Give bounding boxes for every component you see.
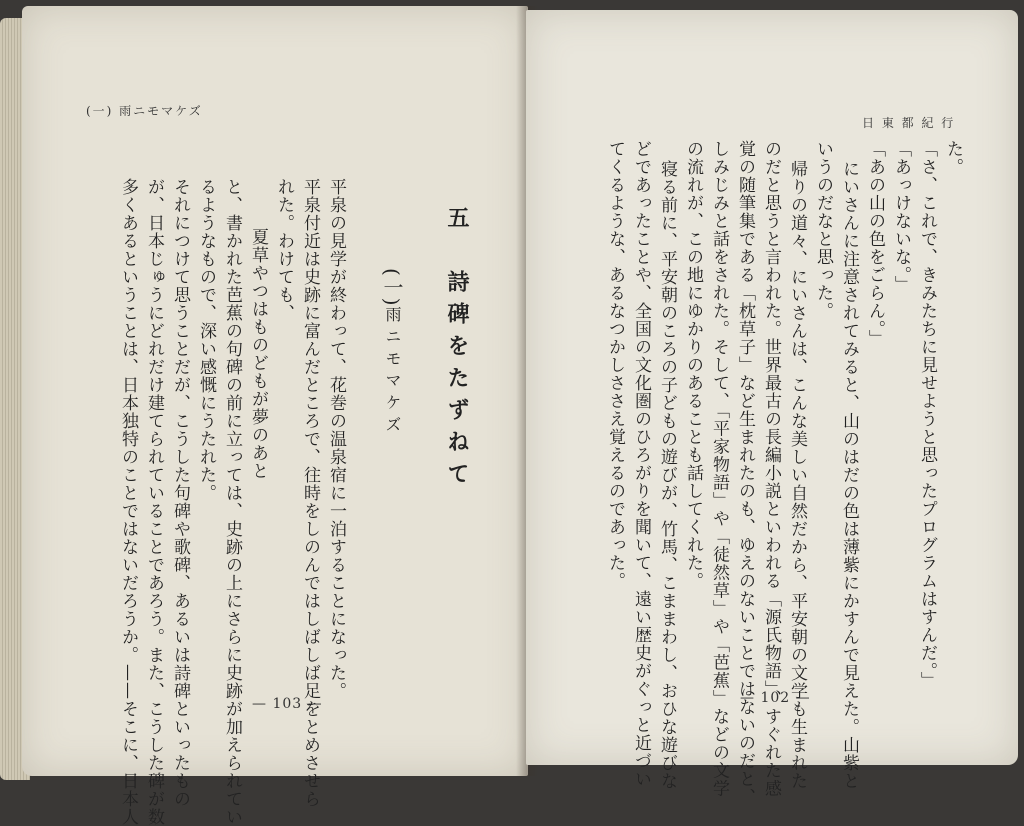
chapter-title: 五 詩碑をたずねて: [444, 206, 470, 494]
section-title: 雨ニモマケズ: [383, 306, 402, 438]
text-line: 「さ、これで、きみたちに見せようと思ったプログラムはすんだ。」: [917, 140, 937, 690]
text-line: の流れが、この地にゆかりのあることも話してくれた。: [683, 140, 703, 590]
left-page: [22, 6, 528, 826]
page-number-left: — 103 —: [252, 696, 323, 712]
text-line: れた。わけても、: [274, 178, 294, 322]
text-line: 寝る前に、平安朝のころの子どもの遊びが、竹馬、こままわし、おひな遊びな: [657, 160, 677, 790]
page-number-right: — 102 —: [740, 690, 811, 706]
text-line: 覚の随筆集である「枕草子」など生まれたのも、ゆえのないことではないのだと、: [735, 140, 755, 806]
text-line: るようなもので、深い感慨にうたれた。: [196, 178, 216, 502]
text-line: 「あっけないな。」: [891, 140, 911, 294]
text-line: 帰りの道々、にいさんは、こんな美しい自然だから、平安朝の文学も生まれた: [787, 160, 807, 790]
section-number: (一): [380, 268, 404, 307]
text-line: 平泉付近は史跡に富んだところで、往時をしのんではしばしば足をとめさせら: [300, 178, 320, 808]
text-line: と、書かれた芭蕉の句碑の前に立っては、史跡の上にさらに史跡が加えられてい: [222, 178, 242, 826]
right-page: [526, 10, 1018, 806]
text-line: 「あの山の色をごらん。」: [865, 140, 885, 348]
text-line: 夏草やつはものどもが夢のあと: [248, 228, 268, 480]
text-line: 多くあるということは、日本独特のことではないだろうか。——そこに、日本人: [118, 178, 138, 826]
text-line: いうのだなと思った。: [813, 140, 833, 320]
running-header-right: 日 東 都 紀 行: [862, 116, 956, 130]
text-line: しみじみと話をされた。そして、「平家物語」や「徒然草」や「芭蕉」などの文学: [709, 140, 729, 798]
text-line: が、日本じゅうにどれだけ建てられていることであろう。また、こうした碑が数: [144, 178, 164, 826]
text-line: 平泉の見学が終わって、花巻の温泉宿に一泊することになった。: [326, 178, 346, 700]
text-line: てくるような、あるなつかしささえ覚えるのであった。: [605, 140, 625, 590]
text-line: た。: [943, 140, 963, 176]
text-line: にいさんに注意されてみると、山のはだの色は薄紫にかすんで見えた。山紫と: [839, 160, 859, 790]
text-line: それにつけて思うことだが、こうした句碑や歌碑、あるいは詩碑といったもの: [170, 178, 190, 808]
text-line: のだと思うと言われた。世界最古の長編小説といわれる「源氏物語」、すぐれた感: [761, 140, 781, 798]
running-header-left: (一) 雨ニモマケズ: [86, 104, 203, 118]
text-line: どであったことや、全国の文化圏のひろがりを聞いて、遠い歴史がぐっと近づい: [631, 140, 651, 788]
